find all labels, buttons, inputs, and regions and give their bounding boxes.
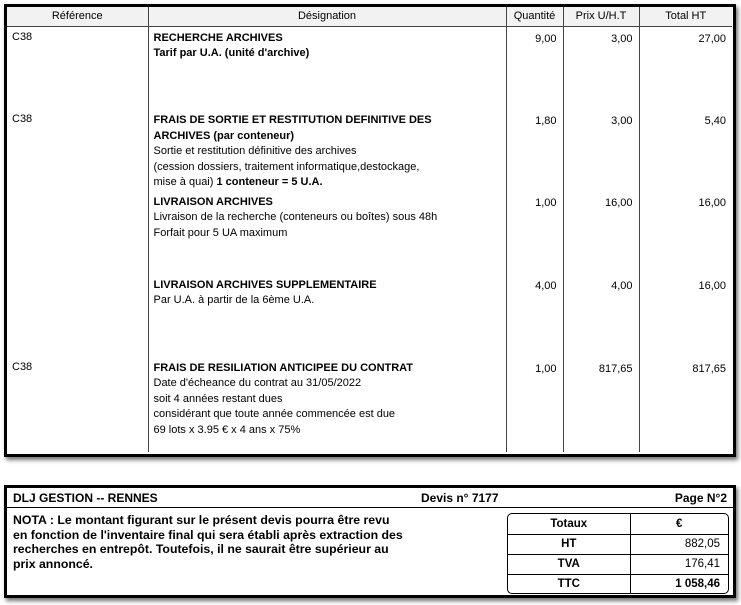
- designation-line: [154, 210, 502, 226]
- totals-ht-row: [508, 534, 728, 554]
- designation-title: Tarif par U.A. (unité d'archive): [153, 47, 310, 59]
- designation-line: [154, 144, 502, 160]
- designation-title: FRAIS DE RESILIATION ANTICIPEE DU CONTRAT: [153, 361, 414, 374]
- designation-line-text: Forfait pour 5 UA maximum: [153, 226, 288, 239]
- designation-line-text: (cession dossiers, traitement informatique,destockage,: [153, 160, 420, 173]
- page-number: Page N°2: [674, 491, 727, 505]
- row-unit-price: 4,00: [563, 274, 639, 357]
- designation-title: LIVRAISON ARCHIVES SUPPLEMENTAIRE: [153, 278, 377, 291]
- designation-title: RECHERCHE ARCHIVES: [153, 31, 283, 44]
- tva-label: TVA: [508, 554, 630, 574]
- table-row: [7, 26, 732, 109]
- row-unit-price: 3,00: [563, 26, 639, 109]
- nota-line: en fonction de l'inventaire final qui sera établi après extraction des: [13, 527, 403, 542]
- designation-line: [154, 392, 502, 408]
- header-unit-price: Prix U/H.T: [563, 7, 639, 26]
- row-quantity: 1,80: [506, 109, 563, 191]
- quote-number: Devis n° 7177: [421, 491, 499, 505]
- row-total: 27,00: [698, 32, 726, 45]
- row-designation: [148, 191, 506, 274]
- row-total: 16,00: [698, 279, 726, 292]
- quote-footer-panel: [4, 485, 736, 598]
- designation-line: [154, 175, 502, 191]
- row-total: 817,65: [692, 362, 726, 375]
- table-row: [7, 109, 732, 191]
- designation-line-text: Par U.A. à partir de la 6ème U.A.: [153, 294, 315, 306]
- header-quantity: Quantité: [506, 7, 563, 26]
- designation-title: ARCHIVES (par conteneur): [153, 129, 295, 142]
- row-reference: [7, 191, 148, 274]
- row-reference: C38: [7, 109, 148, 191]
- row-reference: [7, 274, 148, 357]
- table-row: [7, 191, 732, 274]
- row-quantity: 9,00: [506, 26, 563, 109]
- designation-line: [154, 407, 502, 423]
- nota-line: prix annoncé.: [13, 556, 93, 571]
- designation-line-text: Sortie et restitution définitive des archives: [153, 145, 357, 157]
- row-reference: C38: [7, 357, 148, 452]
- row-designation: [148, 357, 506, 452]
- nota-text: [13, 513, 493, 571]
- ttc-value: 1 058,46: [675, 578, 720, 591]
- designation-line-text: mise à quai): [153, 176, 217, 188]
- header-designation: Désignation: [148, 7, 506, 26]
- totals-tva-row: [508, 554, 728, 574]
- row-unit-price: 3,00: [563, 109, 639, 191]
- row-designation: [148, 109, 506, 191]
- row-total: 5,40: [704, 115, 726, 127]
- designation-line-text: considérant que toute année commencée est due: [153, 408, 396, 420]
- company-name: DLJ GESTION -- RENNES: [13, 491, 158, 505]
- footer-header: [7, 488, 733, 508]
- row-quantity: 4,00: [506, 274, 563, 357]
- quote-lines-table: [7, 7, 732, 452]
- row-unit-price: 16,00: [563, 191, 639, 274]
- table-header-row: [7, 7, 732, 26]
- row-quantity: 1,00: [506, 191, 563, 274]
- totals-header-currency: €: [630, 514, 728, 534]
- designation-line: [154, 226, 502, 242]
- designation-line: [154, 293, 502, 309]
- nota-line: recherches en entrepôt. Toutefois, il ne saurait être supérieur au: [13, 542, 389, 556]
- designation-line-text: soit 4 années restant dues: [153, 392, 283, 405]
- designation-line-text: Livraison de la recherche (conteneurs ou boîtes) sous 48h: [153, 211, 438, 223]
- designation-line: [154, 160, 502, 176]
- row-quantity: 1,00: [506, 357, 563, 452]
- row-reference: C38: [7, 26, 148, 109]
- table-row: [7, 274, 732, 357]
- designation-title: FRAIS DE SORTIE ET RESTITUTION DEFINITIVE DES: [153, 114, 432, 126]
- totals-ttc-row: [508, 574, 728, 594]
- ttc-label: TTC: [508, 574, 630, 594]
- row-unit-price: 817,65: [563, 357, 639, 452]
- header-reference: Référence: [7, 7, 148, 26]
- totals-box: [507, 513, 729, 594]
- totals-header-row: [508, 514, 728, 534]
- row-designation: [148, 26, 506, 109]
- table-row: [7, 357, 732, 452]
- row-designation: [148, 274, 506, 357]
- designation-line: [154, 376, 502, 392]
- tva-value: 176,41: [630, 554, 728, 574]
- row-total: 16,00: [698, 196, 726, 209]
- designation-line: [154, 423, 502, 439]
- quote-lines-panel: [4, 4, 736, 457]
- ht-value: 882,05: [630, 534, 728, 554]
- designation-line-text: 69 lots x 3.95 € x 4 ans x 75%: [153, 423, 301, 436]
- header-total: Total HT: [639, 7, 732, 26]
- designation-line-text: Date d'écheance du contrat au 31/05/2022: [153, 377, 362, 389]
- ht-label: HT: [508, 534, 630, 554]
- designation-title: LIVRAISON ARCHIVES: [153, 195, 273, 208]
- nota-line: NOTA : Le montant figurant sur le présent devis pourra être revu: [13, 513, 390, 527]
- totals-header-label: Totaux: [508, 514, 630, 534]
- designation-line-emphasis: 1 conteneur = 5 U.A.: [216, 176, 323, 188]
